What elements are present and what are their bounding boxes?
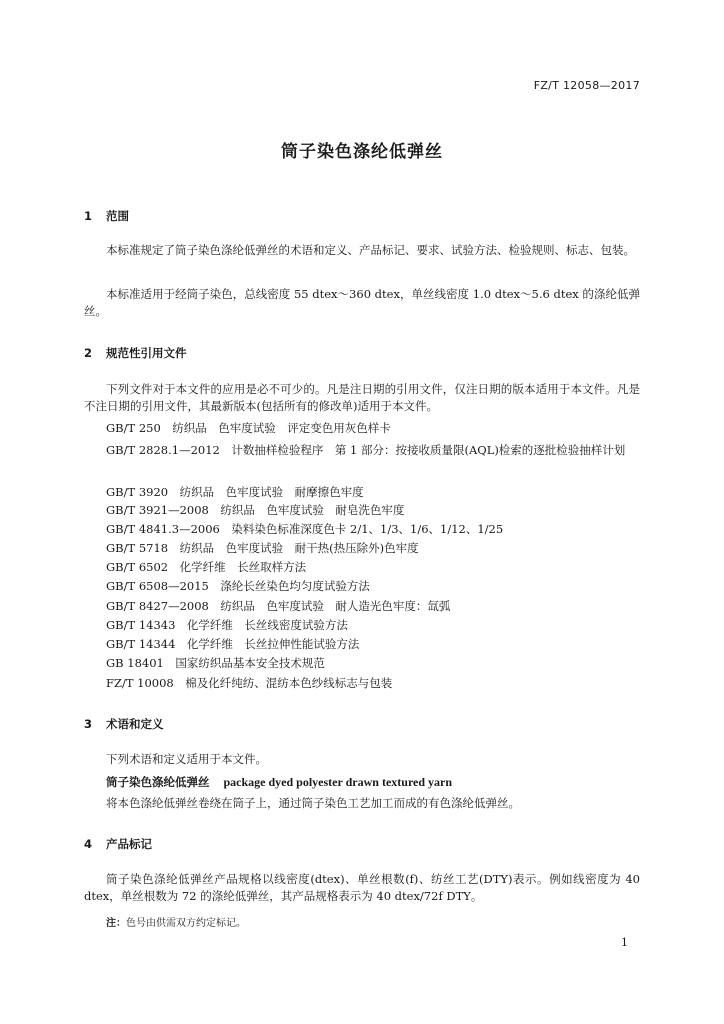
note — [106, 915, 246, 932]
section-1-heading — [84, 208, 129, 225]
note-text: 色号由供需双方约定标记。 — [126, 918, 246, 929]
section-3-heading — [84, 716, 164, 733]
section-number: 2 — [84, 346, 93, 360]
term-english: package dyed polyester drawn textured yarn — [223, 775, 453, 789]
reference-item: GB/T 14344 化学纤维 长丝拉伸性能试验方法 — [106, 637, 360, 651]
section-title: 范围 — [106, 209, 129, 223]
reference-item: GB/T 3921—2008 纺织品 色牢度试验 耐皂洗色牢度 — [106, 503, 405, 517]
reference-item: GB/T 6508—2015 涤纶长丝染色均匀度试验方法 — [106, 579, 370, 593]
term-chinese: 筒子染色涤纶低弹丝 — [106, 775, 210, 789]
references-intro: 下列文件对于本文件的应用是必不可少的。凡是注日期的引用文件，仅注日期的版本适用于本文件。凡是不注日期的引用文件，其最新版本(包括所有的修改单)适用于本文件。 — [84, 382, 640, 413]
reference-item: GB/T 8427—2008 纺织品 色牢度试验 耐人造光色牢度：氙弧 — [106, 599, 451, 613]
page-number: 1 — [621, 936, 628, 949]
reference-item: GB/T 4841.3—2006 染料染色标准深度色卡 2/1、1/3、1/6、1/12、1/25 — [106, 522, 504, 536]
reference-item: GB/T 14343 化学纤维 长丝线密度试验方法 — [106, 618, 348, 632]
document-title: 筒子染色涤纶低弹丝 — [281, 142, 443, 162]
terms-intro: 下列术语和定义适用于本文件。 — [106, 752, 267, 766]
scope-paragraph-2: 本标准适用于经筒子染色，总线密度 55 dtex～360 dtex，单丝线密度 1.0 dtex～5.6 dtex 的涤纶低弹丝。 — [84, 287, 640, 318]
product-marking-paragraph: 筒子染色涤纶低弹丝产品规格以线密度(dtex)、单丝根数(f)、纺丝工艺(DTY)表示。例如线密度为 40 dtex，单丝根数为 72 的涤纶低弹丝，其产品规格表示为 40 dtex/72f DTY。 — [84, 872, 640, 903]
term-entry — [106, 774, 452, 791]
reference-item: GB/T 5718 纺织品 色牢度试验 耐干热(热压除外)色牢度 — [106, 541, 419, 555]
reference-item: GB 18401 国家纺织品基本安全技术规范 — [106, 656, 325, 670]
scope-paragraph-1: 本标准规定了筒子染色涤纶低弹丝的术语和定义、产品标记、要求、试验方法、检验规则、标志、包装。 — [106, 243, 635, 257]
standard-code: FZ/T 12058—2017 — [533, 79, 640, 92]
term-definition: 将本色涤纶低弹丝卷绕在筒子上，通过筒子染色工艺加工而成的有色涤纶低弹丝。 — [106, 796, 520, 810]
reference-item: GB/T 2828.1—2012 计数抽样检验程序 第 1 部分：按接收质量限(AQL)检索的逐批检验抽样计划 — [106, 443, 626, 457]
section-number: 3 — [84, 717, 93, 731]
reference-item: GB/T 3920 纺织品 色牢度试验 耐摩擦色牢度 — [106, 485, 364, 499]
section-2-heading — [84, 345, 187, 362]
note-label: 注： — [106, 918, 126, 929]
section-4-heading — [84, 836, 152, 853]
reference-item: GB/T 250 纺织品 色牢度试验 评定变色用灰色样卡 — [106, 421, 391, 435]
section-number: 4 — [84, 837, 93, 851]
section-number: 1 — [84, 209, 93, 223]
section-title: 规范性引用文件 — [106, 346, 187, 360]
section-title: 产品标记 — [106, 837, 152, 851]
reference-item: GB/T 6502 化学纤维 长丝取样方法 — [106, 560, 307, 574]
section-title: 术语和定义 — [106, 717, 164, 731]
reference-item: FZ/T 10008 棉及化纤纯纺、混纺本色纱线标志与包装 — [106, 676, 393, 690]
